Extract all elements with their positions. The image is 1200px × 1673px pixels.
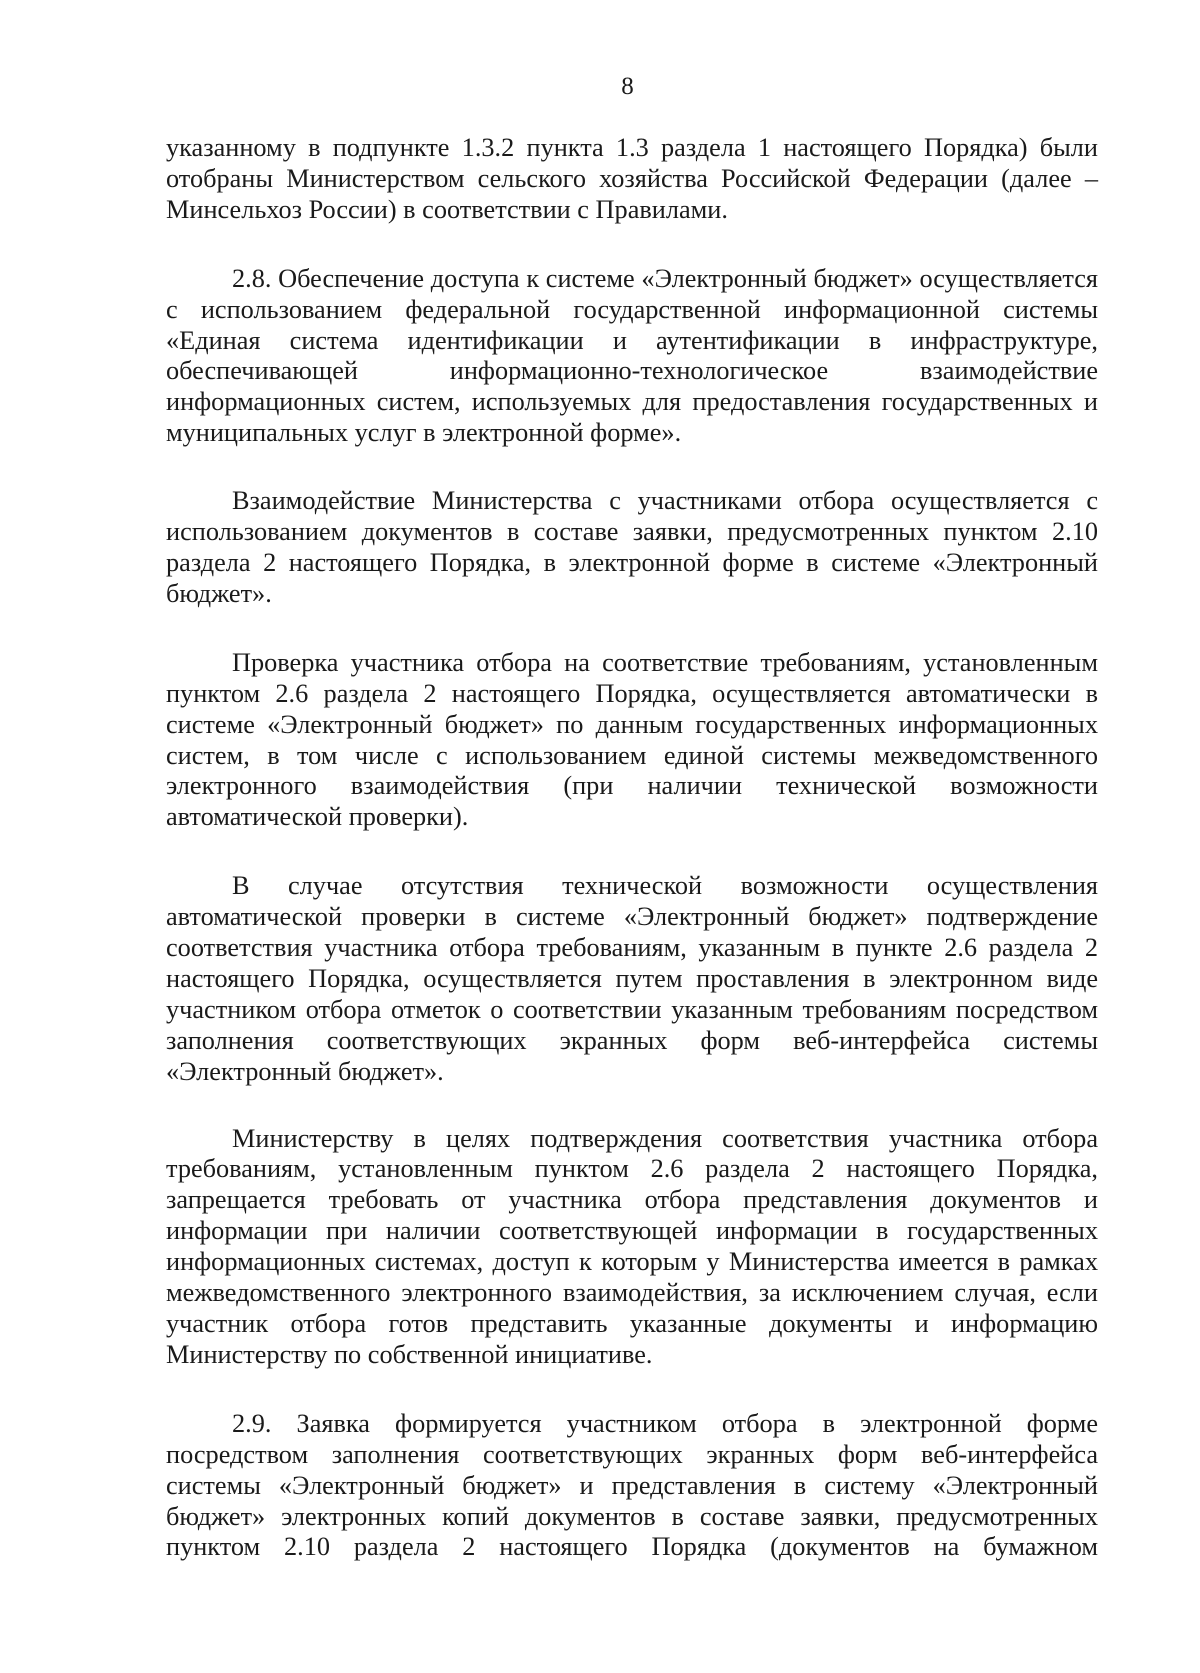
page-number: 8	[621, 73, 634, 100]
document-body	[166, 133, 1098, 1563]
paragraph-interaction: Взаимодействие Министерства с участниками отбора осуществляется с использованием документов в составе заявки, предусмотренных пунктом 2.10 раздела 2 настоящего Порядка, в электронной форме в системе «Электронный бюджет».	[166, 486, 1098, 608]
paragraph-2-9: 2.9. Заявка формируется участником отбора в электронной форме посредством заполнения соответствующих экранных форм веб-интерфейса системы «Электронный бюджет» и представления в систему «Электронный бюджет» электронных копий документов в составе заявки, предусмотренных пунктом 2.10 раздела 2 настоящего Порядка (документов на бумажном	[166, 1408, 1098, 1562]
paragraph-no-technical-possibility: В случае отсутствия технической возможности осуществления автоматической проверки в системе «Электронный бюджет» подтверждение соответствия участника отбора требованиям, указанным в пункте 2.6 раздела 2 настоящего Порядка, осуществляется путем проставления в электронном виде участником отбора отметок о соответствии указанным требованиям посредством заполнения соответствующих экранных форм веб-интерфейса системы «Электронный бюджет».	[166, 871, 1098, 1086]
paragraph-verification: Проверка участника отбора на соответствие требованиям, установленным пунктом 2.6 раздела 2 настоящего Порядка, осуществляется автоматически в системе «Электронный бюджет» по данным государственных информационных систем, в том числе с использованием единой системы межведомственного электронного взаимодействия (при наличии технической возможности автоматической проверки).	[166, 647, 1098, 832]
paragraph-ministry-prohibition: Министерству в целях подтверждения соответствия участника отбора требованиям, установленным пунктом 2.6 раздела 2 настоящего Порядка, запрещается требовать от участника отбора представления документов и информации при наличии соответствующей информации в государственных информационных системах, доступ к которым у Министерства имеется в рамках межведомственного электронного взаимодействия, за исключением случая, если участник отбора готов представить указанные документы и информацию Министерству по собственной инициативе.	[166, 1123, 1098, 1369]
paragraph-2-8: 2.8. Обеспечение доступа к системе «Электронный бюджет» осуществляется с использованием федеральной государственной информационной системы «Единая система идентификации и аутентификации в инфраструктуре, обеспечивающей информационно-технологическое взаимодействие информационных систем, используемых для предоставления государственных и муниципальных услуг в электронной форме».	[166, 263, 1098, 448]
paragraph-continuation: указанному в подпункте 1.3.2 пункта 1.3 раздела 1 настоящего Порядка) были отобраны Министерством сельского хозяйства Российской Федерации (далее – Минсельхоз России) в соответствии с Правилами.	[166, 133, 1098, 224]
